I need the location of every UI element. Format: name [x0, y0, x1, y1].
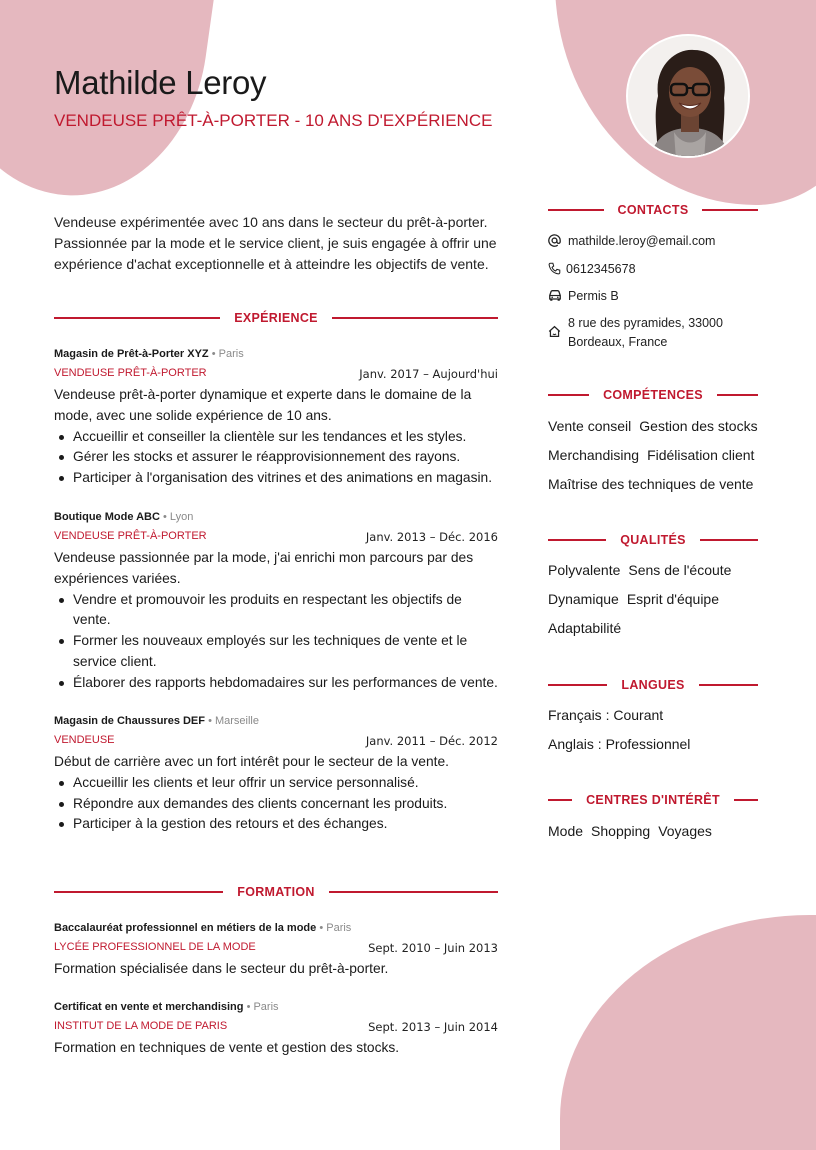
- quality-item: Polyvalente: [548, 562, 621, 578]
- skills-section-title: [548, 388, 758, 402]
- languages-list: [548, 701, 773, 759]
- job-bullet: Élaborer des rapports hebdomadaires sur les performances de vente.: [54, 673, 498, 694]
- school-name: LYCÉE PROFESSIONNEL DE LA MODE: [54, 941, 256, 953]
- quality-item: Sens de l'écoute: [628, 562, 732, 578]
- job-bullet: Accueillir les clients et leur offrir un service personnalisé.: [54, 773, 498, 794]
- car-icon: [548, 289, 568, 302]
- company-name: Magasin de Chaussures DEF: [54, 715, 205, 727]
- experience-entry: [54, 715, 498, 835]
- contact-email[interactable]: [548, 232, 715, 251]
- job-description: Vendeuse prêt-à-porter dynamique et experte dans le domaine de la mode, avec une solide expérience de 10 ans.: [54, 387, 472, 423]
- education-section-title: [54, 885, 498, 899]
- job-role: VENDEUSE PRÊT-À-PORTER: [54, 530, 207, 542]
- degree-line: [54, 922, 498, 934]
- company-location: • Paris: [211, 348, 244, 360]
- interest-item: Mode: [548, 823, 584, 839]
- qualities-section-title: [548, 533, 758, 547]
- interest-item: Shopping: [591, 823, 651, 839]
- job-bullets: [54, 773, 498, 835]
- divider-line: [548, 209, 604, 211]
- company-line: [54, 511, 498, 523]
- contact-license: [548, 287, 619, 306]
- school-location: • Paris: [319, 922, 352, 934]
- degree-name: Certificat en vente et merchandising: [54, 1001, 244, 1013]
- job-dates: Janv. 2017 – Aujourd'hui: [359, 367, 498, 381]
- company-line: [54, 348, 498, 360]
- candidate-headline: VENDEUSE PRÊT-À-PORTER - 10 ANS D'EXPÉRIENCE: [54, 111, 493, 130]
- job-bullets: [54, 590, 498, 694]
- quality-item: Adaptabilité: [548, 620, 622, 636]
- contacts-section-title: [548, 203, 758, 217]
- license-text: Permis B: [568, 289, 619, 303]
- language-item: Français : Courant: [548, 707, 664, 723]
- job-bullet: Gérer les stocks et assurer le réapprovisionnement des rayons.: [54, 447, 498, 468]
- contact-address: [548, 314, 723, 352]
- skill-item: Fidélisation client: [647, 447, 755, 463]
- job-bullet: Participer à l'organisation des vitrines et des animations en magasin.: [54, 468, 498, 489]
- divider-line: [548, 684, 607, 686]
- divider-line: [548, 799, 572, 801]
- job-bullet: Vendre et promouvoir les produits en respectant les objectifs de vente.: [54, 590, 498, 632]
- languages-section-title: [548, 678, 758, 692]
- job-bullet: Participer à la gestion des retours et des échanges.: [54, 814, 498, 835]
- language-item: Anglais : Professionnel: [548, 736, 691, 752]
- experience-section-title: [54, 311, 498, 325]
- education-entry: [54, 1001, 498, 1059]
- skills-list: [548, 412, 773, 499]
- contact-phone[interactable]: [548, 260, 636, 279]
- skill-item: Maîtrise des techniques de vente: [548, 476, 754, 492]
- divider-line: [700, 539, 758, 541]
- divider-line: [702, 209, 758, 211]
- divider-line: [329, 891, 498, 893]
- job-dates: Janv. 2013 – Déc. 2016: [365, 530, 498, 544]
- section-label: EXPÉRIENCE: [234, 311, 318, 325]
- interest-item: Voyages: [658, 823, 712, 839]
- interests-list: [548, 817, 773, 846]
- company-location: • Lyon: [162, 511, 194, 523]
- home-icon: [548, 325, 568, 338]
- divider-line: [717, 394, 758, 396]
- section-label: COMPÉTENCES: [603, 388, 703, 402]
- job-dates: Janv. 2011 – Déc. 2012: [365, 734, 498, 748]
- skill-item: Merchandising: [548, 447, 640, 463]
- divider-line: [548, 539, 606, 541]
- section-label: QUALITÉS: [620, 533, 686, 547]
- at-icon: [548, 234, 568, 247]
- job-description: Début de carrière avec un fort intérêt pour le secteur de la vente.: [54, 754, 449, 769]
- profile-summary: Vendeuse expérimentée avec 10 ans dans le secteur du prêt-à-porter. Passionnée par la mode et le service client, je suis engagée à offrir une expérience d'achat exceptionnelle et à atteindre les objectifs de vente.: [54, 214, 497, 272]
- email-text: mathilde.leroy@email.com: [568, 234, 716, 248]
- education-dates: Sept. 2010 – Juin 2013: [368, 941, 498, 955]
- education-entry: [54, 922, 498, 980]
- address-text: [568, 314, 723, 352]
- section-label: CONTACTS: [617, 203, 689, 217]
- phone-text: 0612345678: [566, 262, 636, 276]
- divider-line: [734, 799, 758, 801]
- divider-line: [54, 317, 220, 319]
- job-bullet: Répondre aux demandes des clients concernant les produits.: [54, 794, 498, 815]
- section-label: FORMATION: [237, 885, 315, 899]
- company-name: Boutique Mode ABC: [54, 511, 160, 523]
- phone-icon: [548, 262, 566, 275]
- divider-line: [332, 317, 498, 319]
- interests-section-title: [548, 793, 758, 807]
- skill-item: Gestion des stocks: [639, 418, 758, 434]
- degree-name: Baccalauréat professionnel en métiers de la mode: [54, 922, 317, 934]
- school-name: INSTITUT DE LA MODE DE PARIS: [54, 1020, 228, 1032]
- school-location: • Paris: [246, 1001, 279, 1013]
- education-description: Formation en techniques de vente et gestion des stocks.: [54, 1040, 400, 1055]
- job-role: VENDEUSE: [54, 734, 115, 746]
- experience-entry: [54, 511, 498, 694]
- job-bullets: [54, 427, 498, 489]
- degree-line: [54, 1001, 498, 1013]
- candidate-name: Mathilde Leroy: [54, 64, 267, 101]
- company-location: • Marseille: [208, 715, 259, 727]
- qualities-list: [548, 556, 773, 643]
- address-line-1: 8 rue des pyramides, 33000: [568, 316, 723, 330]
- divider-line: [54, 891, 223, 893]
- job-role: VENDEUSE PRÊT-À-PORTER: [54, 367, 207, 379]
- company-line: [54, 715, 498, 727]
- education-description: Formation spécialisée dans le secteur du prêt-à-porter.: [54, 961, 389, 976]
- experience-entry: [54, 348, 498, 489]
- section-label: CENTRES D'INTÉRÊT: [586, 793, 720, 807]
- address-line-2: Bordeaux, France: [568, 335, 668, 349]
- job-bullet: Accueillir et conseiller la clientèle sur les tendances et les styles.: [54, 427, 498, 448]
- job-description: Vendeuse passionnée par la mode, j'ai enrichi mon parcours par des expériences variées.: [54, 550, 474, 586]
- divider-line: [548, 394, 589, 396]
- quality-item: Dynamique: [548, 591, 619, 607]
- company-name: Magasin de Prêt-à-Porter XYZ: [54, 348, 209, 360]
- quality-item: Esprit d'équipe: [626, 591, 720, 607]
- profile-photo: [626, 34, 750, 158]
- divider-line: [699, 684, 758, 686]
- education-dates: Sept. 2013 – Juin 2014: [368, 1020, 498, 1034]
- section-label: LANGUES: [621, 678, 685, 692]
- job-bullet: Former les nouveaux employés sur les techniques de vente et le service client.: [54, 631, 498, 673]
- skill-item: Vente conseil: [548, 418, 632, 434]
